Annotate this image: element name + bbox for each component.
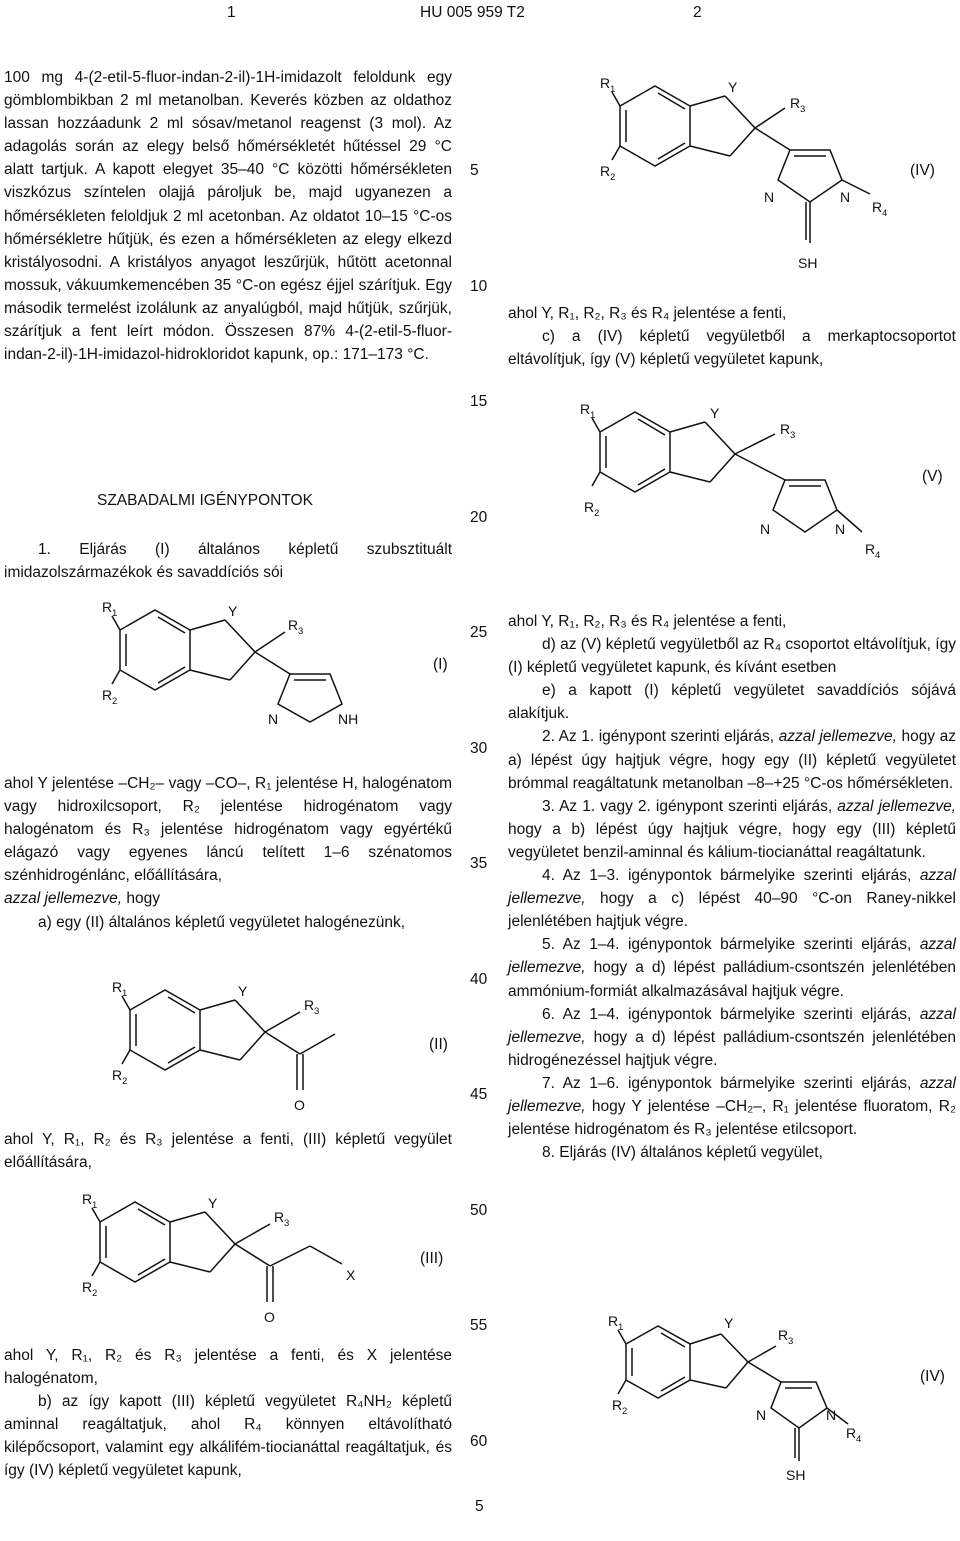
characterized-italic: azzal jellemezve,: [4, 890, 123, 908]
atom-label: R: [600, 163, 611, 179]
intro-paragraph: 100 mg 4-(2-etil-5-fluor-indan-2-il)-1H-imidazolt feloldunk egy gömblombikban 2 ml metanolban. Keverés közben az oldathoz lassan hozzáadunk 2 ml sósav/metanol reagenst (3 mol). Az adagolás során az elegy belső hőmérsékletét hűtéssel 29 °C alatt tartjuk. A kapott elegyet 35–40 °C közötti hőmérsékleten viszkózus színtelen olajjá pároljuk be, majd ugyanezen a hőmérsékleten feloldjuk 2 ml acetonban. Az oldatot 10–15 °C-os hőmérsékletre hűtjük, és ezen a hőmérsékleten az elegy elkezd kristályosodni. A kristályos anyagot leszűrjük, hűtött acetonnal mossuk, vákuumkemencében 35 °C-on egész éjjel szárítjuk. Egy második termelést izolálunk az anyalúgból, majd hűtjük, szűrjük, szárítjuk a fent leírt módon. Összesen 87% 4-(2-etil-5-fluor-indan-2-il)-1H-imidazol-hidrokloridot kapunk, op.: 171–173 °C.: [4, 69, 452, 364]
line-number: 35: [470, 855, 488, 872]
atom-subscript: 2: [610, 172, 616, 183]
atom-subscript: 3: [298, 626, 304, 637]
claim-1-definitions: [4, 772, 452, 934]
atom-label: Y: [724, 1315, 734, 1331]
atom-label: R: [102, 599, 113, 615]
atom-label: R: [304, 997, 315, 1013]
header-patent-number: HU 005 959 T2: [420, 4, 525, 21]
atom-label: R: [274, 1209, 285, 1225]
atom-label: R: [865, 541, 876, 557]
atom-subscript: 1: [618, 1322, 624, 1333]
formula-IV-structure-claim8: [596, 1306, 876, 1486]
atom-label: N: [826, 1407, 837, 1423]
atom-label: R: [112, 979, 123, 995]
line-number: 60: [470, 1433, 488, 1450]
atom-label: Y: [208, 1195, 218, 1211]
formula-II-structure: [100, 972, 360, 1122]
atom-label: O: [264, 1309, 275, 1325]
claim-3-italic: azzal jellemezve,: [837, 797, 956, 815]
atom-label: R: [82, 1279, 93, 1295]
step-e: e) a kapott (I) képletű vegyületet savaddíciós sójává alakítjuk.: [508, 682, 956, 723]
atom-subscript: 1: [122, 988, 128, 999]
atom-label: R: [102, 687, 113, 703]
atom-subscript: 4: [882, 208, 888, 219]
line-number: 40: [470, 971, 488, 988]
atom-label: N: [835, 521, 846, 537]
claim-2-italic: azzal jellemezve,: [778, 728, 897, 746]
formula-III-label: (III): [420, 1250, 444, 1267]
atom-label: R: [780, 421, 791, 437]
claim-3-lead: 3. Az 1. vagy 2. igénypont szerinti eljárás,: [542, 797, 838, 815]
claim-7-lead: 7. Az 1–6. igénypontok bármelyike szerinti eljárás,: [542, 1074, 920, 1092]
atom-label: R: [846, 1425, 857, 1441]
atom-label: O: [294, 1097, 305, 1113]
formula-II-label: (II): [429, 1036, 448, 1053]
definitions-III: [4, 1344, 452, 1483]
right-claims: [508, 610, 956, 1164]
atom-subscript: 4: [875, 550, 880, 561]
atom-label: Y: [728, 79, 738, 95]
atom-subscript: 1: [92, 1200, 98, 1211]
definitions-IV-text: ahol Y, R₁, R₂, R₃ és R₄ jelentése a fenti,: [508, 305, 787, 322]
formula-IV-label: (IV): [910, 162, 935, 179]
line-number: 55: [470, 1317, 488, 1334]
atom-label: R: [608, 1313, 619, 1329]
claim-2-body: hogy az a) lépést úgy hajtjuk végre, hogy egy (II) képletű vegyületet brómmal reagáltatunk metanolban –8–+25 °C-os hőmérsékleten.: [508, 728, 956, 792]
atom-label: R: [112, 1067, 123, 1083]
formula-IV-label-claim8: (IV): [920, 1368, 945, 1385]
claim-4-lead: 4. Az 1–3. igénypontok bármelyike szerinti eljárás,: [542, 867, 920, 885]
step-d: d) az (V) képletű vegyületből az R₄ csoportot eltávolítjuk, így (I) képletű vegyületet kapunk, és kívánt esetben: [508, 636, 956, 677]
claim-7-body: hogy Y jelentése –CH₂–, R₁ jelentése fluoratom, R₂ jelentése hidrogénatom és R₃ jelentése etilcsoport.: [508, 1097, 956, 1139]
footer-page-number: 5: [475, 1498, 484, 1515]
claim-4-body: hogy a c) lépést 40–90 °C-on Raney-nikkel jelenlétében hajtjuk végre.: [508, 890, 956, 931]
claim-4: [508, 864, 956, 933]
atom-subscript: 1: [610, 84, 616, 95]
atom-label: SH: [798, 255, 818, 271]
characterized-phrase: [4, 887, 452, 910]
atom-label: R: [778, 1327, 789, 1343]
line-number: 20: [470, 509, 488, 526]
atom-subscript: 1: [112, 608, 118, 619]
formula-V-structure: [570, 394, 880, 574]
atom-subscript: 3: [800, 104, 806, 115]
formula-V-label: (V): [922, 468, 943, 485]
claim-3: [508, 795, 956, 864]
line-number: 5: [470, 162, 479, 179]
atom-subscript: 2: [112, 696, 118, 707]
formula-I-label: (I): [433, 656, 448, 673]
atom-subscript: 4: [856, 1434, 862, 1445]
line-number: 25: [470, 624, 488, 641]
header-page-left: 1: [227, 4, 236, 21]
atom-label: R: [612, 1397, 623, 1413]
atom-subscript: 3: [314, 1006, 320, 1017]
atom-label: R: [790, 95, 801, 111]
atom-label: R: [584, 499, 595, 515]
atom-label: R: [288, 617, 299, 633]
atom-label: N: [840, 189, 851, 205]
definitions-IV: [508, 302, 956, 371]
atom-subscript: 3: [788, 1336, 794, 1347]
atom-label: R: [872, 199, 883, 215]
claim-2: [508, 725, 956, 794]
atom-label: N: [764, 189, 775, 205]
claim-8: 8. Eljárás (IV) általános képletű vegyület,: [542, 1144, 823, 1162]
atom-subscript: 2: [622, 1406, 628, 1417]
step-c: c) a (IV) képletű vegyületből a merkaptocsoportot eltávolítjuk, így (V) képletű vegyületet kapunk,: [508, 328, 956, 369]
line-number: 15: [470, 393, 488, 410]
step-a: a) egy (II) általános képletű vegyületet halogénezünk,: [38, 913, 406, 931]
claim-1: 1. Eljárás (I) általános képletű szubsztituált imidazolszármazékok és savaddíciós sói: [4, 541, 452, 582]
line-number: 30: [470, 740, 488, 757]
atom-label: N: [760, 521, 771, 537]
step-b: b) az így kapott (III) képletű vegyületet R₄NH₂ képletű aminnal reagáltatjuk, ahol R₄ könnyen eltávolítható kilépőcsoport, valamint egy alkálifém-tiocianáttal reagáltatjuk, és így (IV) képletű vegyületet kapunk,: [4, 1393, 452, 1480]
claim-6-body: hogy a d) lépést palládium-csontszén jelenlétében hidrogénezéssel hajtjuk végre.: [508, 1028, 956, 1069]
atom-subscript: 1: [590, 410, 596, 421]
claim-2-lead: 2. Az 1. igénypont szerinti eljárás,: [542, 728, 779, 746]
formula-I-structure: [90, 592, 390, 742]
definitions-V-text: ahol Y, R₁, R₂, R₃ és R₄ jelentése a fenti,: [508, 613, 787, 630]
atom-subscript: 3: [790, 430, 796, 441]
hogy-word: hogy: [126, 890, 160, 908]
claim-5-lead: 5. Az 1–4. igénypontok bármelyike szerinti eljárás,: [542, 936, 920, 954]
atom-label: R: [82, 1191, 93, 1207]
atom-label: Y: [710, 405, 720, 421]
claim-6-italic: azzal jellemezve,: [508, 1005, 956, 1046]
atom-label: SH: [786, 1467, 806, 1483]
definitions-text: ahol Y jelentése –CH₂– vagy –CO–, R₁ jelentése H, halogénatom vagy hidroxilcsoport, R₂ jelentése hidrogénatom vagy halogénatom és R₃ jelentése hidrogénatom vagy egyértékű elágazó vagy egyenes láncú telített 1–6 szénatomos szénhidrogénlánc, előállítására,: [4, 775, 452, 885]
atom-subscript: 2: [122, 1076, 128, 1087]
claim-7: [508, 1072, 956, 1141]
line-number: 45: [470, 1086, 488, 1103]
claim-5: [508, 933, 956, 1002]
atom-subscript: 2: [92, 1288, 98, 1299]
claim-6-lead: 6. Az 1–4. igénypontok bármelyike szerinti eljárás,: [542, 1005, 920, 1023]
atom-subscript: 2: [594, 508, 600, 519]
claim-4-italic: azzal jellemezve,: [508, 867, 956, 908]
atom-label: Y: [228, 603, 238, 619]
formula-III-structure: [70, 1184, 370, 1329]
line-number: 10: [470, 278, 488, 295]
definitions-III-text: ahol Y, R₁, R₂ és R₃ jelentése a fenti, és X jelentése halogénatom,: [4, 1347, 452, 1388]
claims-heading: SZABADALMI IGÉNYPONTOK: [97, 492, 313, 509]
atom-subscript: 3: [284, 1218, 290, 1229]
header-page-right: 2: [693, 4, 702, 21]
claim-3-body: hogy a b) lépést úgy hajtjuk végre, hogy egy (III) képletű vegyületet benzil-aminnal és kálium-tiocianáttal reagáltatunk.: [508, 820, 956, 861]
claim-7-italic: azzal jellemezve,: [508, 1074, 956, 1115]
atom-label: R: [580, 401, 591, 417]
atom-label: X: [346, 1267, 356, 1283]
atom-label: R: [600, 75, 611, 91]
claim-5-body: hogy a d) lépést palládium-csontszén jelenlétében ammónium-formiát alkalmazásával hajtjuk végre.: [508, 959, 956, 1000]
formula-IV-structure: [590, 68, 890, 282]
claim-6: [508, 1003, 956, 1072]
definitions-II: ahol Y, R₁, R₂ és R₃ jelentése a fenti, (III) képletű vegyület előállítására,: [4, 1131, 452, 1172]
claim-5-italic: azzal jellemezve,: [508, 936, 956, 977]
atom-label: Y: [238, 983, 248, 999]
atom-label: NH: [338, 711, 359, 727]
atom-label: N: [268, 711, 279, 727]
line-number: 50: [470, 1202, 488, 1219]
atom-label: N: [756, 1407, 767, 1423]
